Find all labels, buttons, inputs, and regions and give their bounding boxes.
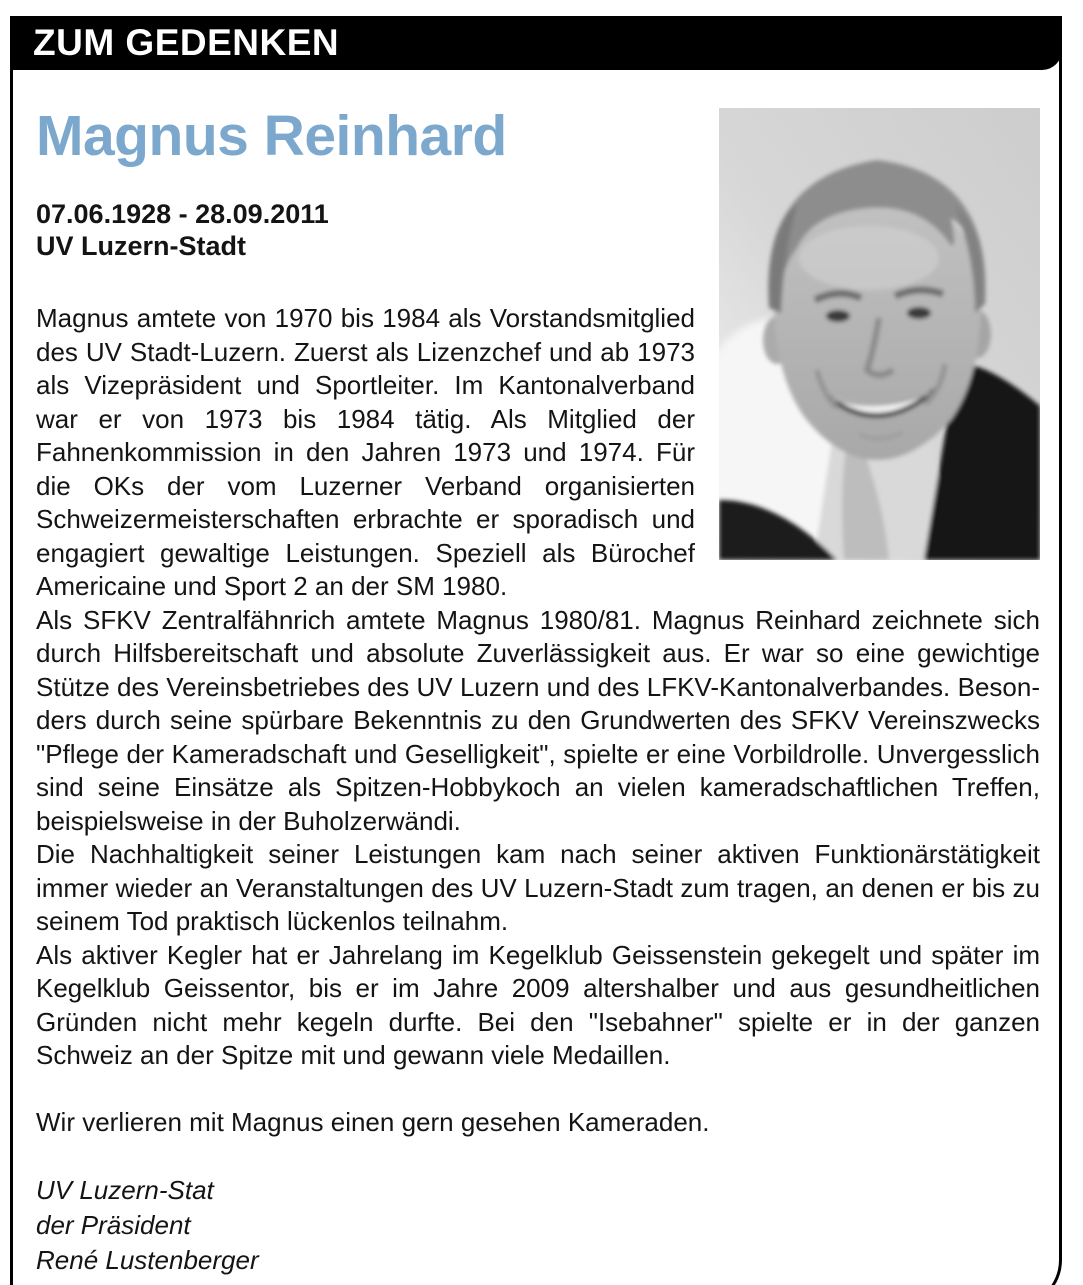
signature-line-name: René Lustenberger	[36, 1245, 259, 1275]
person-name: Magnus Reinhard	[36, 104, 507, 168]
person-club: UV Luzern-Stadt	[36, 231, 247, 261]
memorial-content	[13, 70, 1059, 1278]
portrait-photo	[719, 108, 1040, 560]
closing-line: Wir verlieren mit Magnus einen gern gesehen Kameraden.	[36, 1106, 710, 1137]
signature-line-role: der Präsident	[36, 1210, 191, 1240]
obituary-paragraph: Als SFKV Zentralfähnrich amtete Magnus 1980/81. Magnus Reinhard zeichnete sich durch Hilfsbereitschaft und absolute Zuverlässigkeit aus. Er war so eine gewichtige Stütze des Vereinsbetriebes des UV Luzern und des LFKV-Kantonalverbandes. Besonders durch seine spürbare Bekenntnis zu den Grundwerten des SFKV Vereinszwecks "Pflege der Kameradschaft und Geselligkeit", spielte er eine Vorbildrolle. Unvergesslich sind seine Einsätze als Spitzen-Hobbykoch an vielen kameradschaftlichen Treffen, beispielsweise in der Buholzerwändi.	[36, 604, 1040, 836]
obituary-paragraph: Magnus amtete von 1970 bis 1984 als Vorstandsmitglied des UV Stadt-Luzern. Zuerst als Lizenzchef und ab 1973 als Vizepräsident und Sportleiter. Im Kantonalverband war er von 1973 bis 1984 tätig. Als Mitglied der Fahnenkommission in den Jahren 1973 und 1974. Für die OKs der vom Luzerner Verband organisierten Schweizermeisterschaften erbrachte er sporadisch und engagiert gewaltige Leistungen. Speziell als Bürochef Americaine und Sport 2 an der SM 1980.	[36, 303, 695, 601]
person-dates: 07.06.1928 - 28.09.2011	[36, 199, 329, 229]
signature-line-club: UV Luzern-Stat	[36, 1175, 214, 1205]
signature-block	[36, 1173, 1040, 1278]
obituary-paragraph: Die Nachhaltigkeit seiner Leistungen kam nach seiner aktiven Funktionärstätigkeit immer wieder an Veranstaltungen des UV Luzern-Stadt zum tragen, an denen er bis zu seinem Tod praktisch lückenlos teilnahm.	[36, 839, 1040, 936]
obituary-paragraph: Als aktiver Kegler hat er Jahrelang im Kegelklub Geissenstein gekegelt und später im Kegelklub Geissentor, bis er im Jahre 2009 altershalber und aus gesundheitlichen Gründen nicht mehr kegeln durfte. Bei den "Isebahner" spielte er in der ganzen Schweiz an der Spitze mit und gewann viele Medaillen.	[36, 939, 1040, 1070]
section-header-bar	[10, 16, 1062, 70]
memorial-box	[10, 16, 1062, 1285]
section-title: ZUM GEDENKEN	[33, 22, 340, 63]
